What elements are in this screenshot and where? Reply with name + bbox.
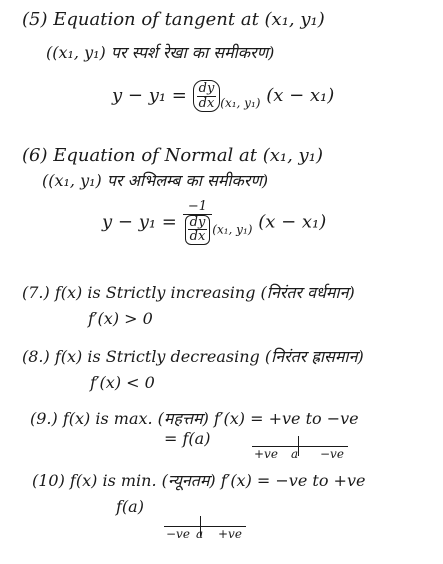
s6-outer-num: −1: [183, 200, 213, 215]
s6-title: (6) Equation of Normal at (x₁, y₁): [22, 145, 323, 166]
s10-line2: f(a): [116, 497, 144, 516]
s6-frac-sub: (x₁, y₁): [212, 222, 253, 237]
s9-line1: (9.) f(x) is max. (महत्तम) f′(x) = +ve to −ve: [30, 409, 359, 428]
s5-formula-right: (x − x₁): [266, 85, 335, 107]
s5-title: (5) Equation of tangent at (x₁, y₁): [22, 9, 325, 30]
s9-sign-left: +ve: [254, 447, 278, 461]
s6-hindi: ((x₁, y₁) पर अभिलम्ब का समीकरण): [42, 171, 269, 190]
s6-formula-right: (x − x₁): [258, 211, 327, 233]
s6-formula: [102, 200, 326, 245]
s5-derivative: [193, 80, 221, 112]
s10-sign-mid: a: [196, 527, 204, 541]
s5-frac-den: dx: [198, 95, 215, 111]
s6-outer-frac: [183, 200, 213, 245]
s5-hindi: ((x₁, y₁) पर स्पर्श रेखा का समीकरण): [46, 43, 275, 62]
s6-frac-num: dy: [189, 214, 206, 230]
s6-formula-left: y − y₁ =: [102, 211, 177, 233]
s9-sign-right: −ve: [320, 447, 344, 461]
s9-line2: = f(a): [164, 429, 211, 448]
s5-frac-sub: (x₁, y₁): [220, 96, 261, 111]
s10-line1: (10) f(x) is min. (न्यूनतम) f′(x) = −ve to +ve: [32, 471, 366, 490]
s10-sign-left: −ve: [166, 527, 190, 541]
s6-frac-den: dx: [189, 229, 206, 245]
s5-formula-left: y − y₁ =: [112, 85, 187, 107]
s8-line1: (8.) f(x) is Strictly decreasing (निरंतर ह्रासमान): [22, 347, 364, 366]
s9-sign-mid: a: [291, 447, 299, 461]
s8-line2: f′(x) < 0: [90, 373, 155, 392]
s7-line1: (7.) f(x) is Strictly increasing (निरंतर वर्धमान): [22, 283, 355, 302]
s10-sign-right: +ve: [218, 527, 242, 541]
s5-frac-num: dy: [198, 81, 215, 96]
s7-line2: f′(x) > 0: [88, 309, 153, 328]
s5-formula: [112, 80, 334, 112]
